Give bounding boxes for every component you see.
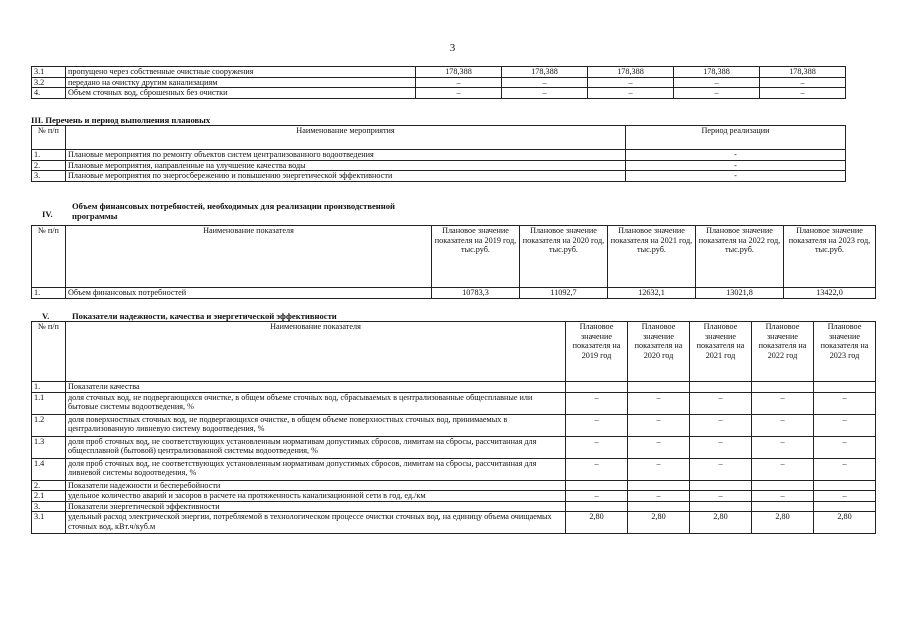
wastewater-volume-table: [31, 66, 846, 99]
row-number: 1.: [32, 288, 66, 299]
value-cell: 2,80: [752, 512, 814, 534]
section-4-title: [72, 201, 395, 221]
value-cell: [566, 501, 628, 512]
header-num: № п/п: [32, 322, 66, 382]
row-name: Показатели энергетической эффективности: [66, 501, 566, 512]
value-cell: –: [628, 436, 690, 458]
value-cell: 2,80: [814, 512, 876, 534]
value-cell: –: [752, 414, 814, 436]
table-row: [32, 392, 876, 414]
row-name: Показатели качества: [66, 382, 566, 393]
value-cell: 10783,3: [432, 288, 520, 299]
value-cell: –: [588, 88, 674, 99]
section-5-title: Показатели надежности, качества и энергетической эффективности: [72, 311, 337, 321]
value-cell: –: [628, 491, 690, 502]
row-number: 3.1: [32, 67, 66, 78]
value-cell: [690, 501, 752, 512]
table-header-row: [32, 226, 876, 288]
value-cell: [628, 501, 690, 512]
table-row: [32, 491, 876, 502]
value-cell: –: [502, 77, 588, 88]
table-header-row: [32, 322, 876, 382]
value-cell: 2,80: [628, 512, 690, 534]
section-5-number: V.: [42, 311, 50, 321]
value-cell: –: [588, 77, 674, 88]
value-cell: –: [566, 491, 628, 502]
value-cell: –: [674, 77, 760, 88]
table-header-row: [32, 126, 846, 150]
header-name: Наименование показателя: [66, 322, 566, 382]
value-cell: [752, 382, 814, 393]
value-cell: –: [628, 458, 690, 480]
row-name: Объем финансовых потребностей: [66, 288, 432, 299]
header-year: Плановое значение показателя на 2022 год, тыс.руб.: [696, 226, 784, 288]
table-row: [32, 436, 876, 458]
table-row: [32, 88, 846, 99]
row-period: -: [626, 150, 846, 161]
row-name: Плановые мероприятия, направленные на улучшение качества воды: [66, 160, 626, 171]
row-number: 1.: [32, 382, 66, 393]
value-cell: 178,388: [502, 67, 588, 78]
table-row: [32, 512, 876, 534]
row-name: удельное количество аварий и засоров в расчете на протяженность канализационной сети в год, ед./км: [66, 491, 566, 502]
row-number: 2.: [32, 480, 66, 491]
section-3-title: III. Перечень и период выполнения плановых: [31, 115, 211, 125]
value-cell: –: [628, 414, 690, 436]
row-number: 1.2: [32, 414, 66, 436]
header-year: Плановое значение показателя на 2020 год, тыс.руб.: [520, 226, 608, 288]
header-year: Плановое значение показателя на 2021 год, тыс.руб.: [608, 226, 696, 288]
header-name: Наименование показателя: [66, 226, 432, 288]
row-name: пропущено через собственные очистные сооружения: [66, 67, 416, 78]
row-number: 3.: [32, 171, 66, 182]
header-year: Плановое значение показателя на 2023 год, тыс.руб.: [784, 226, 876, 288]
value-cell: 178,388: [760, 67, 846, 78]
value-cell: –: [690, 436, 752, 458]
row-name: доля проб сточных вод, не соответствующих установленным нормативам допустимых сбросов, лимитам на сбросы, рассчитанная для общесплавной (бытовой) централизованной системы водоотведения, %: [66, 436, 566, 458]
planned-measures-table: [31, 125, 846, 182]
row-name: Плановые мероприятия по энергосбережению и повышению энергетической эффективности: [66, 171, 626, 182]
value-cell: 13021,8: [696, 288, 784, 299]
value-cell: –: [628, 392, 690, 414]
value-cell: –: [566, 458, 628, 480]
header-year: Плановое значение показателя на 2020 год: [628, 322, 690, 382]
value-cell: 2,80: [566, 512, 628, 534]
header-year: Плановое значение показателя на 2019 год: [566, 322, 628, 382]
value-cell: –: [502, 88, 588, 99]
row-name: Показатели надежности и бесперебойности: [66, 480, 566, 491]
page-number: 3: [449, 42, 456, 54]
value-cell: –: [752, 491, 814, 502]
value-cell: 178,388: [674, 67, 760, 78]
table-row: [32, 160, 846, 171]
value-cell: –: [752, 392, 814, 414]
table-row: [32, 67, 846, 78]
value-cell: [752, 501, 814, 512]
value-cell: –: [814, 458, 876, 480]
row-number: 1.: [32, 150, 66, 161]
header-year: Плановое значение показателя на 2019 год, тыс.руб.: [432, 226, 520, 288]
value-cell: –: [690, 392, 752, 414]
table-row: [32, 414, 876, 436]
value-cell: –: [752, 458, 814, 480]
value-cell: [814, 501, 876, 512]
row-period: -: [626, 171, 846, 182]
value-cell: [566, 480, 628, 491]
row-number: 3.: [32, 501, 66, 512]
value-cell: –: [760, 77, 846, 88]
table-row: [32, 501, 876, 512]
row-number: 4.: [32, 88, 66, 99]
header-period: Период реализации: [626, 126, 846, 150]
financial-needs-table: [31, 225, 876, 299]
value-cell: 178,388: [588, 67, 674, 78]
row-number: 3.1: [32, 512, 66, 534]
header-year: Плановое значение показателя на 2021 год: [690, 322, 752, 382]
header-name: Наименование мероприятия: [66, 126, 626, 150]
table-row: [32, 150, 846, 161]
value-cell: –: [416, 77, 502, 88]
section-4-title-line: Объем финансовых потребностей, необходимых для реализации производственной: [72, 201, 395, 211]
row-number: 1.4: [32, 458, 66, 480]
value-cell: –: [814, 491, 876, 502]
value-cell: –: [566, 436, 628, 458]
value-cell: 13422,0: [784, 288, 876, 299]
header-year: Плановое значение показателя на 2023 год: [814, 322, 876, 382]
row-name: удельный расход электрической энергии, потребляемой в технологическом процессе очистки сточных вод, на единицу объема очищаемых сточных вод, кВт.ч/куб.м: [66, 512, 566, 534]
value-cell: 12632,1: [608, 288, 696, 299]
row-period: -: [626, 160, 846, 171]
value-cell: –: [566, 414, 628, 436]
value-cell: –: [760, 88, 846, 99]
value-cell: 2,80: [690, 512, 752, 534]
row-name: передано на очистку другим канализациям: [66, 77, 416, 88]
value-cell: –: [416, 88, 502, 99]
value-cell: –: [814, 436, 876, 458]
value-cell: [690, 382, 752, 393]
value-cell: [814, 480, 876, 491]
value-cell: –: [690, 414, 752, 436]
reliability-indicators-table: [31, 321, 876, 534]
row-name: доля поверхностных сточных вод, не подвергающихся очистке, в общем объеме поверхностных сточных вод, принимаемых в централизованную ливневую систему водоотведения, %: [66, 414, 566, 436]
row-number: 2.: [32, 160, 66, 171]
table-row: [32, 382, 876, 393]
table-row: [32, 480, 876, 491]
row-name: доля сточных вод, не подвергающихся очистке, в общем объеме сточных вод, сбрасываемых в централизованные общесплавные или бытовые системы водоотведения, %: [66, 392, 566, 414]
value-cell: [752, 480, 814, 491]
row-name: Объем сточных вод, сброшенных без очистки: [66, 88, 416, 99]
row-name: доля проб сточных вод, не соответствующих установленным нормативам допустимых сбросов, лимитам на сбросы, рассчитанная для ливневой системы водоотведения, %: [66, 458, 566, 480]
table-row: [32, 77, 846, 88]
value-cell: 11092,7: [520, 288, 608, 299]
value-cell: [628, 382, 690, 393]
section-4-title-line: программы: [72, 211, 118, 221]
section-4-number: IV.: [42, 209, 53, 219]
row-number: 1.1: [32, 392, 66, 414]
table-row: [32, 171, 846, 182]
header-year: Плановое значение показателя на 2022 год: [752, 322, 814, 382]
header-num: № п/п: [32, 226, 66, 288]
value-cell: [690, 480, 752, 491]
value-cell: –: [814, 414, 876, 436]
row-number: 3.2: [32, 77, 66, 88]
value-cell: 178,388: [416, 67, 502, 78]
table-row: [32, 288, 876, 299]
row-number: 2.1: [32, 491, 66, 502]
value-cell: [566, 382, 628, 393]
value-cell: –: [814, 392, 876, 414]
value-cell: –: [690, 491, 752, 502]
value-cell: [628, 480, 690, 491]
value-cell: [814, 382, 876, 393]
row-name: Плановые мероприятия по ремонту объектов систем централизованного водоотведения: [66, 150, 626, 161]
header-num: № п/п: [32, 126, 66, 150]
value-cell: –: [566, 392, 628, 414]
value-cell: –: [674, 88, 760, 99]
table-row: [32, 458, 876, 480]
value-cell: –: [752, 436, 814, 458]
row-number: 1.3: [32, 436, 66, 458]
value-cell: –: [690, 458, 752, 480]
